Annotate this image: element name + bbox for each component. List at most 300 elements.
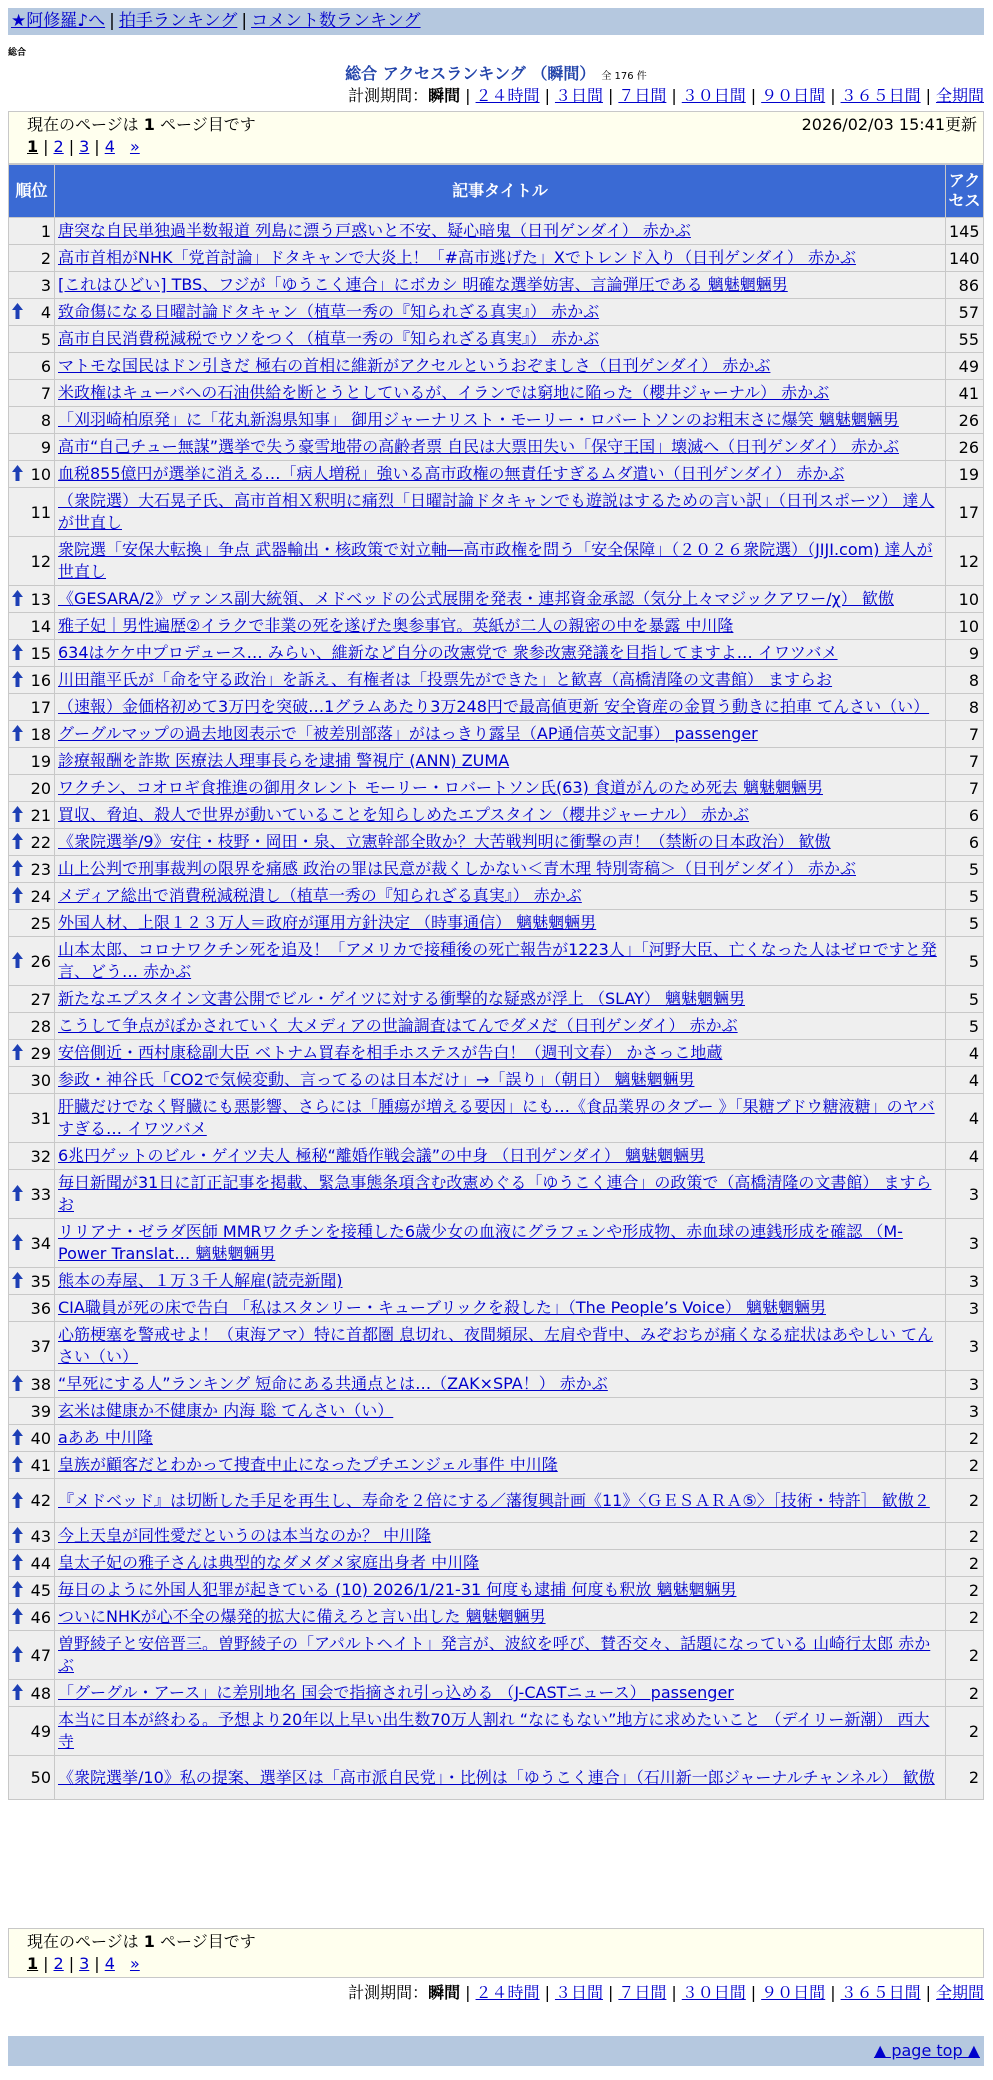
article-link[interactable]: CIA職員が死の床で告白 「私はスタンリー・キューブリックを殺した」（The People’s Voice） 魑魅魍魎男 <box>58 1298 827 1317</box>
rank-up-arrow-icon <box>12 1646 23 1662</box>
table-row <box>9 829 984 856</box>
article-link[interactable]: 診療報酬を詐欺 医療法人理事長らを逮捕 警視庁 (ANN) ZUMA <box>58 751 510 770</box>
table-row <box>9 1040 984 1067</box>
article-link[interactable]: 本当に日本が終わる。予想より20年以上早い出生数70万人割れ “なにもない”地方に求めたいこと （デイリー新潮） 西大寺 <box>58 1710 930 1751</box>
table-row <box>9 748 984 775</box>
pager-page-2[interactable]: 2 <box>53 1954 64 1973</box>
rank-number: 34 <box>30 1233 51 1253</box>
rank-number: 43 <box>30 1526 51 1546</box>
title-cell <box>55 1170 946 1219</box>
rank-number: 38 <box>30 1374 51 1394</box>
article-link[interactable]: 曽野綾子と安倍晋三。曽野綾子の「アパルトヘイト」発言が、波紋を呼び、賛否交々、話題になっている 山崎行太郎 赤かぶ <box>58 1634 931 1675</box>
table-row <box>9 1398 984 1425</box>
period-30d-link[interactable]: ３０日間 <box>681 1983 746 2002</box>
article-link[interactable]: 《衆院選挙/10》私の提案、選挙区は「高市派自民党」・比例は「ゆうこく連合」（石川新一郎ジャーナルチャンネル） 歓傲 <box>58 1767 935 1787</box>
table-row <box>9 910 984 937</box>
rank-up-arrow-icon <box>12 1272 23 1288</box>
period-365d-link[interactable]: ３６５日間 <box>840 1983 921 2002</box>
rank-cell <box>9 1479 55 1523</box>
rank-cell <box>9 910 55 937</box>
rank-number: 40 <box>30 1428 51 1448</box>
period-7d-link[interactable]: ７日間 <box>618 1983 667 2002</box>
access-count: 2 <box>946 1425 984 1452</box>
rank-cell <box>9 1425 55 1452</box>
rank-up-arrow-icon <box>12 1234 23 1250</box>
rank-cell <box>9 218 55 245</box>
rank-cell <box>9 1631 55 1680</box>
rank-number: 48 <box>30 1683 51 1703</box>
article-link[interactable]: マトモな国民はドン引きだ 極右の首相に維新がアクセルというおぞましさ（日刊ゲンダイ） 赤かぶ <box>58 356 771 375</box>
title-cell <box>55 667 946 694</box>
rank-number: 2 <box>40 248 51 268</box>
rank-number: 45 <box>30 1580 51 1600</box>
access-count: 2 <box>946 1523 984 1550</box>
title-cell <box>55 1425 946 1452</box>
title-cell <box>55 434 946 461</box>
table-row <box>9 856 984 883</box>
access-count: 140 <box>946 245 984 272</box>
access-count: 19 <box>946 461 984 488</box>
access-count: 5 <box>946 1013 984 1040</box>
article-link[interactable]: 《GESARA/2》ヴァンス副大統領、メドベッドの公式展開を発表・連邦資金承認（気分上々マジックアワー/χ） 歓傲 <box>58 589 894 608</box>
access-count: 55 <box>946 326 984 353</box>
title-cell <box>55 245 946 272</box>
period-90d-link[interactable]: ９０日間 <box>761 86 826 105</box>
title-cell <box>55 829 946 856</box>
period-7d-link[interactable]: ７日間 <box>618 86 667 105</box>
article-link[interactable]: 高市首相がNHK「党首討論」ドタキャンで大炎上！「#高市逃げた」Xでトレンド入り（日刊ゲンダイ） 赤かぶ <box>58 248 856 267</box>
page-info-top <box>8 111 984 164</box>
rank-cell <box>9 1094 55 1143</box>
access-count: 4 <box>946 1143 984 1170</box>
rank-cell <box>9 299 55 326</box>
access-count: 4 <box>946 1040 984 1067</box>
table-row <box>9 586 984 613</box>
access-count: 10 <box>946 613 984 640</box>
rank-number: 27 <box>30 989 51 1009</box>
period-3d-link[interactable]: ３日間 <box>554 86 603 105</box>
page-title <box>8 61 984 84</box>
access-count: 145 <box>946 218 984 245</box>
title-cell <box>55 461 946 488</box>
access-count: 5 <box>946 910 984 937</box>
rank-up-arrow-icon <box>12 1554 23 1570</box>
article-link[interactable]: 毎日のように外国人犯罪が起きている (10) 2026/1/21-31 何度も逮捕 何度も釈放 魑魅魍魎男 <box>58 1580 737 1599</box>
article-link[interactable]: グーグルマップの過去地図表示で「被差別部落」がはっきり露呈（AP通信英文記事） passenger <box>58 724 758 743</box>
rank-number: 20 <box>30 778 51 798</box>
page-info-bottom <box>8 1928 984 1978</box>
article-link[interactable]: 山上公判で刑事裁判の限界を痛感 政治の罪は民意が裁くしかない＜青木理 特別寄稿＞（日刊ゲンダイ） 赤かぶ <box>58 859 856 878</box>
rank-cell <box>9 1013 55 1040</box>
access-count: 2 <box>946 1756 984 1800</box>
rank-number: 49 <box>30 1721 51 1741</box>
rank-number: 35 <box>30 1271 51 1291</box>
rank-cell <box>9 937 55 986</box>
access-count: 4 <box>946 1067 984 1094</box>
article-link[interactable]: 高市自民消費税減税でウソをつく（植草一秀の『知られざる真実』） 赤かぶ <box>58 329 600 348</box>
table-row <box>9 640 984 667</box>
col-rank-header: 順位 <box>9 165 55 218</box>
table-row <box>9 802 984 829</box>
rank-cell <box>9 1143 55 1170</box>
access-count: 10 <box>946 586 984 613</box>
period-selector-top: 計測期間：瞬間 | ２４時間 | ３日間 | ７日間 | ３０日間 | ９０日間 | ３６５日間 | 全期間 <box>348 86 984 105</box>
rank-cell <box>9 537 55 586</box>
rank-number: 4 <box>40 302 51 322</box>
title-cell <box>55 1756 946 1800</box>
access-count: 3 <box>946 1170 984 1219</box>
rank-number: 44 <box>30 1553 51 1573</box>
pager-next[interactable]: » <box>129 1954 140 1973</box>
access-count: 26 <box>946 434 984 461</box>
article-link[interactable]: 外国人材、上限１２３万人＝政府が運用方針決定 （時事通信） 魑魅魍魎男 <box>58 913 597 932</box>
rank-cell <box>9 883 55 910</box>
rank-cell <box>9 1756 55 1800</box>
title-cell <box>55 1040 946 1067</box>
article-link[interactable]: 634はケケ中プロデュース… みらい、維新など自分の改憲党で 衆参改憲発議を目指してますよ… イワツバメ <box>58 643 838 662</box>
table-row <box>9 353 984 380</box>
total-count: 全 176 件 <box>601 71 647 82</box>
rank-number: 11 <box>30 502 51 522</box>
rank-cell <box>9 775 55 802</box>
rank-cell <box>9 380 55 407</box>
rank-cell <box>9 986 55 1013</box>
table-row <box>9 1756 984 1800</box>
article-link[interactable]: 「刈羽崎柏原発」に「花丸新潟県知事」 御用ジャーナリスト・モーリー・ロバートソンのお粗末さに爆笑 魑魅魍魎男 <box>58 410 899 429</box>
table-row <box>9 613 984 640</box>
article-link[interactable]: 致命傷になる日曜討論ドタキャン（植草一秀の『知られざる真実』） 赤かぶ <box>58 302 600 321</box>
rank-up-arrow-icon <box>12 806 23 822</box>
rank-cell <box>9 721 55 748</box>
rank-cell <box>9 245 55 272</box>
period-30d-link[interactable]: ３０日間 <box>681 86 746 105</box>
rank-up-arrow-icon <box>12 644 23 660</box>
access-count: 41 <box>946 380 984 407</box>
top-nav <box>8 8 984 35</box>
article-link[interactable]: aああ 中川隆 <box>58 1428 153 1447</box>
title-cell <box>55 613 946 640</box>
title-cell <box>55 1631 946 1680</box>
title-cell <box>55 640 946 667</box>
access-count: 2 <box>946 1680 984 1707</box>
title-cell <box>55 1680 946 1707</box>
period-365d-link[interactable]: ３６５日間 <box>840 86 921 105</box>
rank-cell <box>9 1170 55 1219</box>
table-row <box>9 1479 984 1523</box>
article-link[interactable]: 『メドベッド』は切断した手足を再生し、寿命を２倍にする／藩復興計画《11》〈ＧＥＳＡＲＡ⑤〉［技術・特許］ 歓傲２ <box>58 1490 930 1510</box>
rank-number: 12 <box>30 551 51 571</box>
period-3d-link[interactable]: ３日間 <box>554 1983 603 2002</box>
rank-number: 5 <box>40 329 51 349</box>
rank-number: 21 <box>30 805 51 825</box>
article-link[interactable]: 買収、脅迫、殺人で世界が動いていることを知らしめたエプスタイン（櫻井ジャーナル） 赤かぶ <box>58 805 750 824</box>
table-row <box>9 1219 984 1268</box>
rank-number: 29 <box>30 1043 51 1063</box>
table-row <box>9 1170 984 1219</box>
rank-number: 37 <box>30 1336 51 1356</box>
table-row <box>9 1295 984 1322</box>
title-cell <box>55 910 946 937</box>
rank-cell <box>9 1680 55 1707</box>
table-row <box>9 1707 984 1756</box>
period-label: 計測期間： <box>348 1983 429 2002</box>
table-row <box>9 272 984 299</box>
rank-cell <box>9 1219 55 1268</box>
article-link[interactable]: 熊本の寿屋、１万３千人解雇(読売新聞) <box>58 1271 343 1290</box>
period-current: 瞬間 <box>428 86 461 105</box>
article-link[interactable]: （速報）金価格初めて3万円を突破…1グラムあたり3万248円で最高値更新 安全資産の金買う動きに拍車 てんさい（い） <box>58 697 930 716</box>
rank-up-arrow-icon <box>12 887 23 903</box>
article-link[interactable]: 毎日新聞が31日に訂正記事を掲載、緊急事態条項含む改憲めぐる「ゆうこく連合」の政策で（高橋清隆の文書館） ますらお <box>58 1173 932 1214</box>
article-link[interactable]: 玄米は健康か不健康か 内海 聡 てんさい（い） <box>58 1401 394 1420</box>
period-label: 計測期間： <box>348 86 429 105</box>
rank-number: 30 <box>30 1070 51 1090</box>
table-row <box>9 326 984 353</box>
rank-cell <box>9 667 55 694</box>
table-row <box>9 937 984 986</box>
rank-up-arrow-icon <box>12 1527 23 1543</box>
article-link[interactable]: 川田龍平氏が「命を守る政治」を訴え、有権者は「投票先ができた」と歓喜（高橋清隆の文書館） ますらお <box>58 670 833 689</box>
ranking-table <box>8 164 984 1800</box>
rank-cell <box>9 434 55 461</box>
title-cell <box>55 1094 946 1143</box>
article-link[interactable]: 新たなエプスタイン文書公開でビル・ゲイツに対する衝撃的な疑惑が浮上 （SLAY） 魑魅魍魎男 <box>58 989 746 1008</box>
rank-cell <box>9 613 55 640</box>
title-cell <box>55 586 946 613</box>
access-count: 8 <box>946 694 984 721</box>
title-cell <box>55 1550 946 1577</box>
period-24h-link[interactable]: ２４時間 <box>475 86 540 105</box>
rank-number: 17 <box>30 697 51 717</box>
rank-cell <box>9 272 55 299</box>
article-link[interactable]: [これはひどい] TBS、フジが「ゆうこく連合」にボカシ 明確な選挙妨害、言論弾圧である 魑魅魍魎男 <box>58 275 788 294</box>
title-cell <box>55 1577 946 1604</box>
title-cell <box>55 1398 946 1425</box>
article-link[interactable]: 雅子妃｜男性遍歴②イラクで非業の死を遂げた奥参事官。英紙が二人の親密の中を暴露 中川隆 <box>58 616 734 635</box>
nav-comment-ranking-link[interactable]: コメント数ランキング <box>251 11 421 31</box>
table-row <box>9 1680 984 1707</box>
table-row <box>9 1425 984 1452</box>
table-row <box>9 775 984 802</box>
access-count: 3 <box>946 1295 984 1322</box>
title-cell <box>55 1013 946 1040</box>
table-row <box>9 1143 984 1170</box>
title-cell <box>55 326 946 353</box>
article-link[interactable]: 参政・神谷氏「CO2で気候変動、言ってるのは日本だけ」→「誤り」（朝日） 魑魅魍魎男 <box>58 1070 695 1089</box>
article-link[interactable]: 高市“自己チュー無謀”選挙で失う豪雪地帯の高齢者票 自民は大票田失い「保守王国」壊滅へ（日刊ゲンダイ） 赤かぶ <box>58 437 899 456</box>
table-row <box>9 1631 984 1680</box>
article-link[interactable]: “早死にする人”ランキング 短命にある共通点とは…（ZAK×SPA！） 赤かぶ <box>58 1374 608 1393</box>
rank-cell <box>9 1577 55 1604</box>
rank-number: 50 <box>30 1768 51 1787</box>
rank-cell <box>9 488 55 537</box>
title-cell <box>55 1268 946 1295</box>
period-24h-link[interactable]: ２４時間 <box>475 1983 540 2002</box>
article-link[interactable]: 皇族が顧客だとわかって捜査中止になったプチエンジェル事件 中川隆 <box>58 1455 558 1474</box>
rank-up-arrow-icon <box>12 860 23 876</box>
pager-next[interactable]: » <box>129 137 140 156</box>
article-link[interactable]: （衆院選）大石晃子氏、高市首相Ｘ釈明に痛烈「日曜討論ドタキャンでも遊説はするための言い訳」（日刊スポーツ） 達人が世直し <box>58 491 935 532</box>
article-link[interactable]: 肝臓だけでなく腎臓にも悪影響、さらには「腫瘍が増える要因」にも…《食品業界のタブー 》「果糖ブドウ糖液糖」のヤバすぎる… イワツバメ <box>58 1097 935 1138</box>
access-count: 49 <box>946 353 984 380</box>
rank-number: 28 <box>30 1016 51 1036</box>
article-link[interactable]: 「グーグル・アース」に差別地名 国会で指摘され引っ込める （J-CASTニュース） passenger <box>58 1683 734 1702</box>
nav-clap-ranking-link[interactable]: 拍手ランキング <box>118 11 238 31</box>
rank-number: 14 <box>30 616 51 636</box>
article-link[interactable]: 皇太子妃の雅子さんは典型的なダメダメ家庭出身者 中川隆 <box>58 1553 480 1572</box>
updated-timestamp: 2026/02/03 15:41更新 <box>801 115 977 134</box>
period-selector-bottom: 計測期間：瞬間 | ２４時間 | ３日間 | ７日間 | ３０日間 | ９０日間 | ３６５日間 | 全期間 <box>348 1983 984 2002</box>
col-title-header: 記事タイトル <box>55 165 946 218</box>
article-link[interactable]: メディア総出で消費税減税潰し（植草一秀の『知られざる真実』） 赤かぶ <box>58 886 582 905</box>
access-count: 9 <box>946 640 984 667</box>
article-link[interactable]: 米政権はキューバへの石油供給を断とうとしているが、イランでは窮地に陥った（櫻井ジャーナル） 赤かぶ <box>58 383 830 402</box>
rank-cell <box>9 1707 55 1756</box>
article-link[interactable]: 安倍側近・西村康稔副大臣 ベトナム買春を相手ホステスが告白！（週刊文春） かさっこ地蔵 <box>58 1043 723 1062</box>
title-cell <box>55 1604 946 1631</box>
access-count: 2 <box>946 1479 984 1523</box>
category-label: 総合 <box>8 48 27 58</box>
rank-cell <box>9 1550 55 1577</box>
period-90d-link[interactable]: ９０日間 <box>761 1983 826 2002</box>
rank-up-arrow-icon <box>12 671 23 687</box>
article-link[interactable]: 山本太郎、コロナワクチン死を追及！「アメリカで接種後の死亡報告が1223人」「河野大臣、亡くなった人はゼロですと発言、どう… 赤かぶ <box>58 940 937 981</box>
table-row <box>9 1523 984 1550</box>
title-cell <box>55 1523 946 1550</box>
rank-number: 46 <box>30 1607 51 1627</box>
rank-number: 6 <box>40 356 51 376</box>
rank-number: 24 <box>30 886 51 906</box>
nav-separator: | <box>241 11 248 31</box>
access-count: 3 <box>946 1219 984 1268</box>
access-count: 2 <box>946 1577 984 1604</box>
access-count: 7 <box>946 775 984 802</box>
table-row <box>9 299 984 326</box>
current-page-text: 現在のページは 1 ページ目です <box>27 115 256 134</box>
table-row <box>9 1013 984 1040</box>
rank-cell <box>9 1040 55 1067</box>
access-count: 17 <box>946 488 984 537</box>
table-row <box>9 1550 984 1577</box>
bottom-bar <box>8 2036 984 2066</box>
title-cell <box>55 1707 946 1756</box>
pager-page-4[interactable]: 4 <box>104 137 115 156</box>
table-row <box>9 1577 984 1604</box>
rank-cell <box>9 1398 55 1425</box>
rank-cell <box>9 1604 55 1631</box>
rank-cell <box>9 461 55 488</box>
rank-up-arrow-icon <box>12 303 23 319</box>
title-cell <box>55 721 946 748</box>
access-count: 7 <box>946 748 984 775</box>
access-count: 2 <box>946 1452 984 1479</box>
nav-home-link[interactable]: ★阿修羅♪へ <box>11 11 106 31</box>
article-link[interactable]: 唐突な自民単独過半数報道 列島に漂う戸惑いと不安、疑心暗鬼（日刊ゲンダイ） 赤かぶ <box>58 221 691 240</box>
rank-cell <box>9 802 55 829</box>
rank-up-arrow-icon <box>12 1185 23 1201</box>
rank-number: 3 <box>40 275 51 295</box>
rank-cell <box>9 1452 55 1479</box>
rank-number: 32 <box>30 1146 51 1166</box>
page-top-link[interactable]: ▲ page top ▲ <box>873 2041 980 2060</box>
rank-number: 18 <box>30 724 51 744</box>
rank-up-arrow-icon <box>12 1456 23 1472</box>
title-cell <box>55 488 946 537</box>
pager-page-3[interactable]: 3 <box>79 137 90 156</box>
access-count: 2 <box>946 1550 984 1577</box>
article-link[interactable]: 心筋梗塞を警戒せよ！（東海アマ）特に首都圏 息切れ、夜間頻尿、左肩や背中、みぞおちが痛くなる症状はあやしい てんさい（い） <box>58 1325 934 1366</box>
table-row <box>9 1371 984 1398</box>
pager-current: 1 <box>27 1954 39 1973</box>
pager-page-4[interactable]: 4 <box>104 1954 115 1973</box>
pager-page-2[interactable]: 2 <box>53 137 64 156</box>
table-row <box>9 488 984 537</box>
article-link[interactable]: ついにNHKが心不全の爆発的拡大に備えろと言い出した 魑魅魍魎男 <box>58 1607 546 1626</box>
rank-number: 41 <box>30 1455 51 1475</box>
rank-cell <box>9 829 55 856</box>
article-link[interactable]: ワクチン、コオロギ食推進の御用タレント モーリー・ロバートソン氏(63) 食道がんのため死去 魑魅魍魎男 <box>58 778 823 797</box>
table-row <box>9 1322 984 1371</box>
table-row <box>9 380 984 407</box>
access-count: 5 <box>946 883 984 910</box>
rank-cell <box>9 326 55 353</box>
article-link[interactable]: 血税855億円が選挙に消える…「病人増税」強いる高市政権の無責任すぎるムダ遣い（日刊ゲンダイ） 赤かぶ <box>58 464 845 483</box>
ranking-title: 総合 アクセスランキング （瞬間） <box>345 64 596 83</box>
pager-page-3[interactable]: 3 <box>79 1954 90 1973</box>
title-cell <box>55 1219 946 1268</box>
period-all-link[interactable]: 全期間 <box>935 86 984 105</box>
title-cell <box>55 1295 946 1322</box>
rank-cell <box>9 1067 55 1094</box>
access-count: 7 <box>946 721 984 748</box>
article-link[interactable]: 衆院選「安保大転換」争点 武器輸出・核政策で対立軸―高市政権を問う「安全保障」（２０２６衆院選）（JIJI.com) 達人が世直し <box>58 540 933 581</box>
title-cell <box>55 537 946 586</box>
access-count: 3 <box>946 1322 984 1371</box>
access-count: 5 <box>946 986 984 1013</box>
table-row <box>9 667 984 694</box>
period-all-link[interactable]: 全期間 <box>935 1983 984 2002</box>
nav-separator: | <box>109 11 115 31</box>
access-count: 2 <box>946 1604 984 1631</box>
article-link[interactable]: 6兆円ゲットのビル・ゲイツ夫人 極秘“離婚作戦会議”の中身 （日刊ゲンダイ） 魑魅魍魎男 <box>58 1146 705 1165</box>
access-count: 5 <box>946 856 984 883</box>
rank-up-arrow-icon <box>12 1684 23 1700</box>
access-count: 3 <box>946 1268 984 1295</box>
rank-number: 9 <box>40 437 51 457</box>
access-count: 3 <box>946 1398 984 1425</box>
article-link[interactable]: 今上天皇が同性愛だというのは本当なのか？ 中川隆 <box>58 1526 432 1545</box>
rank-number: 19 <box>30 751 51 771</box>
rank-up-arrow-icon <box>12 1608 23 1624</box>
title-cell <box>55 1479 946 1523</box>
rank-number: 16 <box>30 670 51 690</box>
article-link[interactable]: こうして争点がぼかされていく 大メディアの世論調査はてんでダメだ（日刊ゲンダイ） 赤かぶ <box>58 1016 738 1035</box>
title-cell <box>55 802 946 829</box>
title-cell <box>55 775 946 802</box>
rank-cell <box>9 1322 55 1371</box>
title-cell <box>55 748 946 775</box>
article-link[interactable]: 《衆院選挙/9》安住・枝野・岡田・泉、立憲幹部全敗か？大苦戦判明に衝撃の声！（禁断の日本政治） 歓傲 <box>58 832 831 851</box>
rank-cell <box>9 694 55 721</box>
rank-up-arrow-icon <box>12 833 23 849</box>
title-cell <box>55 694 946 721</box>
table-row <box>9 883 984 910</box>
rank-number: 33 <box>30 1184 51 1204</box>
access-count: 2 <box>946 1707 984 1756</box>
rank-number: 15 <box>30 643 51 663</box>
article-link[interactable]: リリアナ・ゼラダ医師 MMRワクチンを接種した6歳少女の血液にグラフェンや形成物、赤血球の連銭形成を確認 （M-Power Translat… 魑魅魍魎男 <box>58 1222 903 1263</box>
rank-number: 13 <box>30 589 51 609</box>
